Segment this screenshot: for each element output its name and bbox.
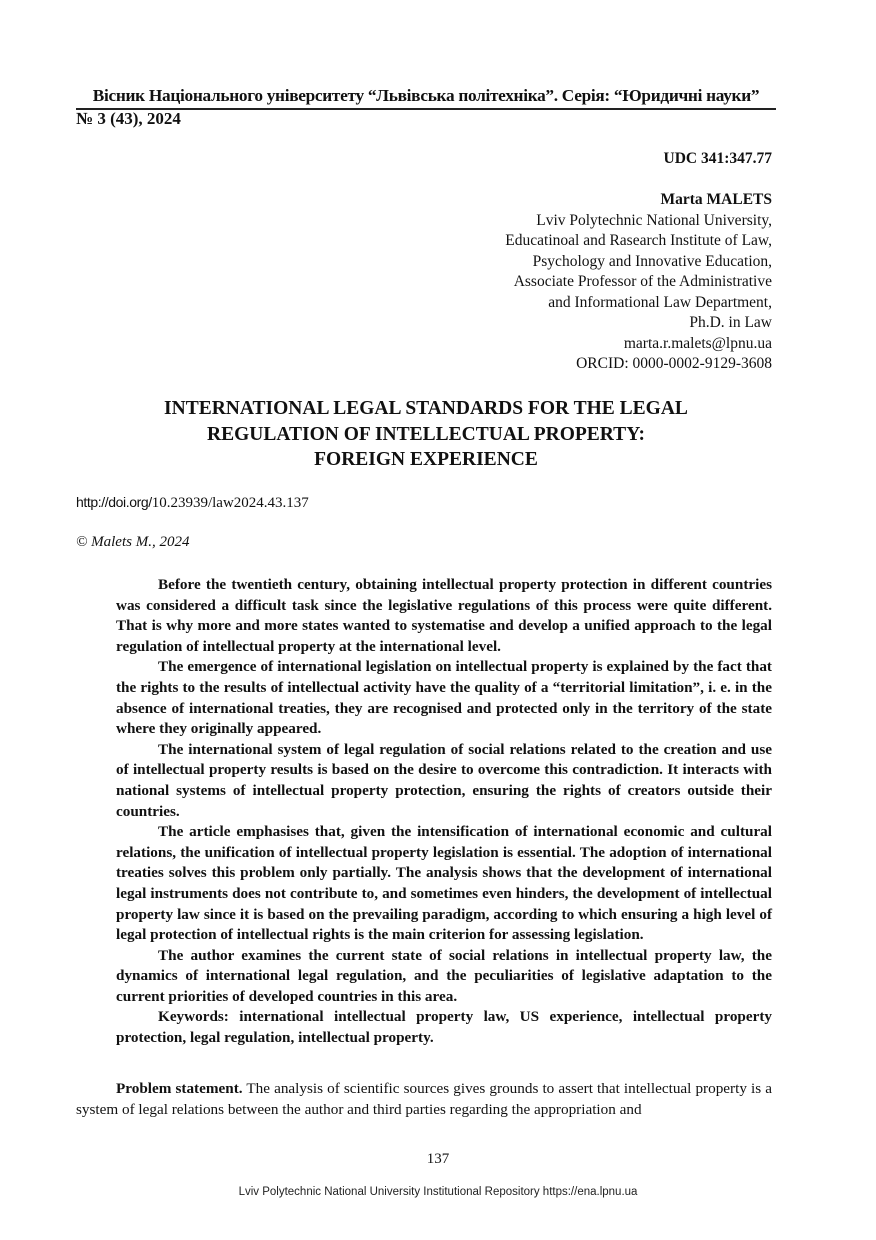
paper-title (76, 396, 776, 473)
author-block (505, 190, 772, 375)
repository-footer: Lviv Polytechnic National University Institutional Repository https://ena.lpnu.ua (238, 1186, 638, 1198)
abstract-paragraph: The international system of legal regulation of social relations related to the creation and use of intellectual property results is based on the desire to overcome this contradiction. It interacts with national systems of intellectual property protection, ensuring the rights of creators outside their countries. (116, 740, 772, 820)
page-number: 137 (426, 1151, 450, 1167)
journal-header: Вісник Національного університету “Львівська політехніка”. Серія: “Юридичні науки” (92, 86, 760, 105)
author-name: Marta MALETS (660, 191, 772, 208)
affiliation-line: Associate Professor of the Administrative (513, 273, 772, 290)
abstract-paragraph: The article emphasises that, given the intensification of international economic and cultural relations, the unification of intellectual property legislation is essential. The adoption of international treaties solves this problem only partially. The analysis shows that the development of international legal instruments does not contribute to, and sometimes even hinders, the development of intellectual property law since it is based on the prevailing paradigm, according to which ensuring a high level of legal protection of intellectual rights is the main criterion for assessing legislation. (116, 823, 772, 944)
issue-number: № 3 (43), 2024 (76, 109, 181, 128)
affiliation-line: and Informational Law Department, (548, 293, 772, 311)
keywords: Keywords: international intellectual property law, US experience, intellectual property protection, legal regulation, intellectual property. (116, 1008, 772, 1047)
section-lead: Problem statement. (116, 1080, 243, 1097)
header-rule (76, 108, 776, 110)
body-text (76, 1079, 772, 1120)
abstract-paragraph: The author examines the current state of social relations in intellectual property law, the dynamics of international legal regulation, and the peculiarities of legislative adaptation to the current priorities of developed countries in this area. (116, 946, 772, 1005)
title-line: REGULATION OF INTELLECTUAL PROPERTY: (207, 423, 645, 445)
affiliation-line: Psychology and Innovative Education, (532, 252, 772, 270)
affiliation-line: Educatinoal and Rasearch Institute of Law, (505, 232, 772, 249)
doi-link[interactable] (76, 494, 309, 512)
abstract-paragraph: Before the twentieth century, obtaining intellectual property protection in different countries was considered a difficult task since the legislative regulations of this process were quite different. That is why more and more states wanted to systematise and develop a unified approach to the legal regulation of intellectual property at the international level. (116, 576, 772, 655)
abstract (116, 575, 772, 1049)
body-paragraph-text: The analysis of scientific sources gives grounds to assert that intellectual property is a system of legal relations between the author and third parties regarding the appropriation and (76, 1080, 772, 1118)
affiliation-line: Lviv Polytechnic National University, (536, 211, 772, 229)
author-orcid: ORCID: 0000-0002-9129-3608 (576, 355, 772, 372)
copyright-notice: © Malets M., 2024 (76, 534, 190, 550)
abstract-paragraph: The emergence of international legislation on intellectual property is explained by the fact that the rights to the results of intellectual activity have the quality of a “territorial limitation”, i. e. in the absence of international treaties, they are recognised and protected only in the territory of the state where they originally appeared. (116, 658, 772, 738)
title-line: FOREIGN EXPERIENCE (314, 449, 538, 470)
doi-prefix: http://doi.org/ (76, 494, 152, 510)
author-degree: Ph.D. in Law (689, 314, 772, 331)
author-email[interactable]: marta.r.malets@lpnu.ua (623, 334, 772, 352)
doi-id: 10.23939/law2024.43.137 (151, 495, 309, 511)
udc-code: UDC 341:347.77 (663, 150, 772, 167)
title-line: INTERNATIONAL LEGAL STANDARDS FOR THE LEGAL (164, 398, 688, 419)
body-paragraph (76, 1079, 772, 1120)
